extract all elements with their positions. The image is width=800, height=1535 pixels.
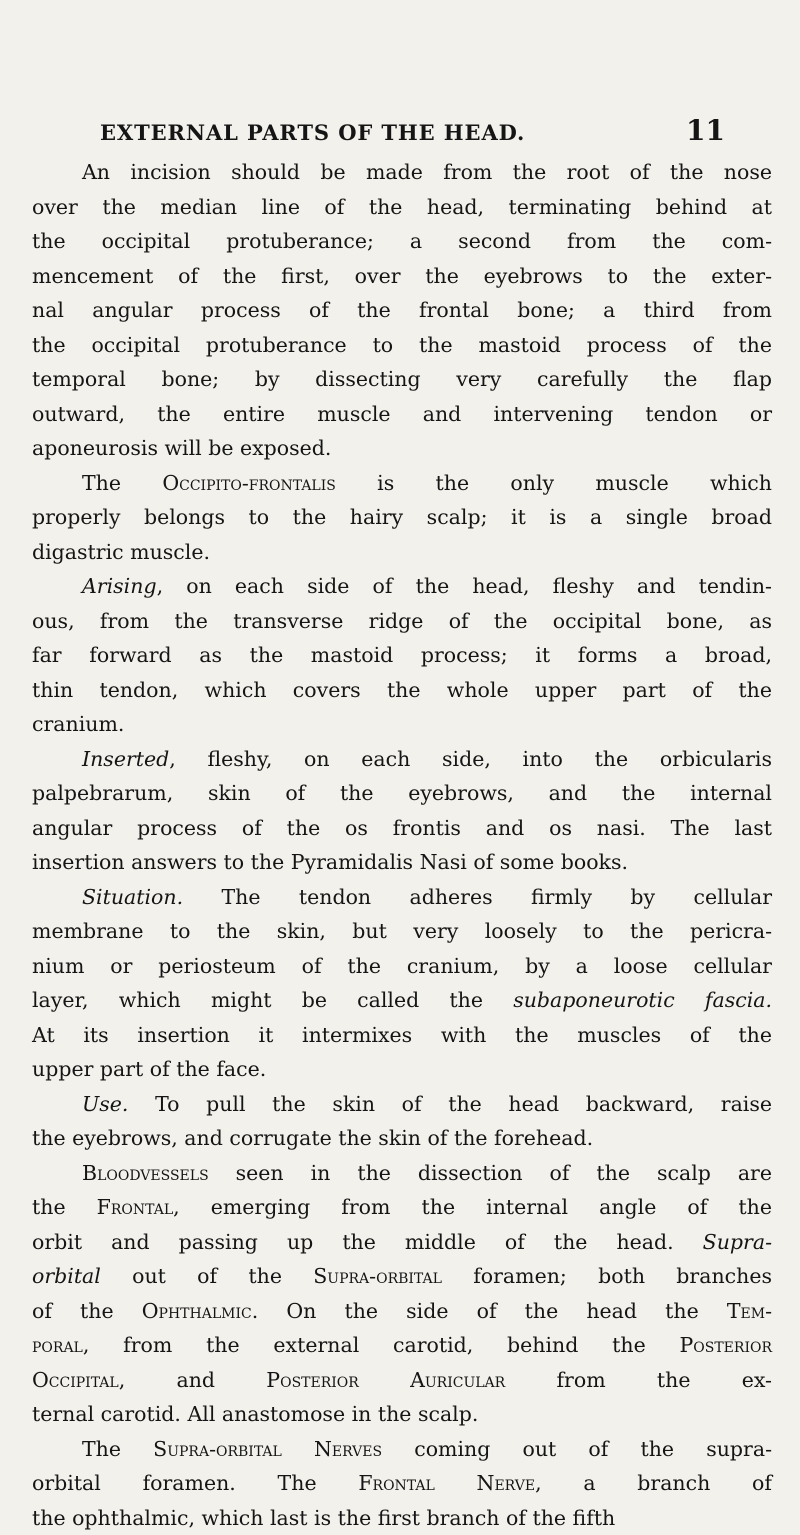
text-run: digastric muscle. (32, 540, 210, 564)
running-head: EXTERNAL PARTS OF THE HEAD. (100, 120, 525, 145)
text-run: the occipital protuberance; a second from the com- (32, 229, 772, 253)
italic-term: Situation. (82, 885, 183, 909)
text-run: seen in the dissection of the scalp are (209, 1161, 772, 1185)
small-caps-term: Posterior Auricular (266, 1368, 505, 1392)
text-line (32, 1190, 772, 1225)
text-run: The (82, 1437, 153, 1461)
text-line (32, 328, 772, 363)
small-caps-term: Occipito-frontalis (162, 471, 336, 495)
text-line (32, 880, 772, 915)
text-run: aponeurosis will be exposed. (32, 436, 331, 460)
text-line (32, 845, 772, 880)
text-line (32, 1156, 772, 1191)
text-line (32, 1294, 772, 1329)
text-run: upper part of the face. (32, 1057, 266, 1081)
text-run: temporal bone; by dissecting very carefully the flap (32, 367, 772, 391)
text-line (32, 397, 772, 432)
small-caps-term: Occipital (32, 1368, 119, 1392)
text-line (32, 1087, 772, 1122)
text-run: insertion answers to the Pyramidalis Nasi of some books. (32, 850, 628, 874)
text-run: mencement of the first, over the eyebrows to the exter- (32, 264, 772, 288)
text-run: over the median line of the head, terminating behind at (32, 195, 772, 219)
text-run: the eyebrows, and corrugate the skin of the forehead. (32, 1126, 593, 1150)
text-run: , a branch of (535, 1471, 772, 1495)
italic-term: Arising (82, 574, 157, 598)
text-run: far forward as the mastoid process; it forms a broad, (32, 643, 772, 667)
small-caps-term: Frontal Nerve (358, 1471, 535, 1495)
page-header (85, 110, 725, 160)
text-run: of the (32, 1299, 142, 1323)
text-line (32, 535, 772, 570)
text-line (32, 1052, 772, 1087)
text-run: An incision should be made from the root of the nose (82, 160, 772, 184)
text-run: thin tendon, which covers the whole upper part of the (32, 678, 772, 702)
text-run: angular process of the os frontis and os nasi. The last (32, 816, 772, 840)
text-line (32, 776, 772, 811)
text-line (32, 1225, 772, 1260)
small-caps-term: Tem- (727, 1299, 772, 1323)
body-text (32, 155, 772, 1535)
text-run: , and (119, 1368, 267, 1392)
text-line (32, 1501, 772, 1535)
text-run: , emerging from the internal angle of the (173, 1195, 772, 1219)
text-line (32, 500, 772, 535)
small-caps-term: poral (32, 1333, 83, 1357)
text-line (32, 604, 772, 639)
text-run: foramen; both branches (442, 1264, 772, 1288)
text-run: nal angular process of the frontal bone; a third from (32, 298, 772, 322)
text-line (32, 1466, 772, 1501)
text-run: The (82, 471, 162, 495)
text-run: from the ex- (505, 1368, 772, 1392)
italic-term: Inserted (82, 747, 169, 771)
text-run: ternal carotid. All anastomose in the scalp. (32, 1402, 478, 1426)
italic-term: orbital (32, 1264, 101, 1288)
text-run: out of the (101, 1264, 313, 1288)
text-line (32, 1363, 772, 1398)
text-line (32, 431, 772, 466)
text-run: the (32, 1195, 97, 1219)
text-line (32, 983, 772, 1018)
text-line (32, 673, 772, 708)
italic-term: subaponeurotic fascia. (513, 988, 772, 1012)
small-caps-term: Posterior (679, 1333, 772, 1357)
small-caps-term: Supra-orbital Nerves (153, 1437, 382, 1461)
text-run: , fleshy, on each side, into the orbicularis (169, 747, 772, 771)
text-line (32, 362, 772, 397)
text-line (32, 1121, 772, 1156)
text-line (32, 155, 772, 190)
text-line (32, 224, 772, 259)
text-line (32, 466, 772, 501)
text-run: orbit and passing up the middle of the head. (32, 1230, 703, 1254)
text-line (32, 569, 772, 604)
text-line (32, 259, 772, 294)
text-line (32, 742, 772, 777)
text-run: ous, from the transverse ridge of the occipital bone, as (32, 609, 772, 633)
text-line (32, 1018, 772, 1053)
text-run: the occipital protuberance to the mastoid process of the (32, 333, 772, 357)
text-run: coming out of the supra- (382, 1437, 772, 1461)
small-caps-term: Frontal (97, 1195, 173, 1219)
text-run: properly belongs to the hairy scalp; it is a single broad (32, 505, 772, 529)
text-line (32, 811, 772, 846)
text-line (32, 949, 772, 984)
text-run: , from the external carotid, behind the (83, 1333, 680, 1357)
text-line (32, 1397, 772, 1432)
text-run: At its insertion it intermixes with the muscles of the (32, 1023, 772, 1047)
text-run: the ophthalmic, which last is the first branch of the fifth (32, 1506, 615, 1530)
text-run: is the only muscle which (336, 471, 772, 495)
text-run: membrane to the skin, but very loosely to the pericra- (32, 919, 772, 943)
text-run: cranium. (32, 712, 124, 736)
text-run: outward, the entire muscle and intervening tendon or (32, 402, 772, 426)
small-caps-term: Ophthalmic (142, 1299, 252, 1323)
page-number: 11 (686, 114, 725, 147)
text-run: layer, which might be called the (32, 988, 513, 1012)
text-run: , on each side of the head, fleshy and tendin- (157, 574, 772, 598)
text-run: . On the side of the head the (252, 1299, 727, 1323)
text-run: orbital foramen. The (32, 1471, 358, 1495)
text-line (32, 1259, 772, 1294)
small-caps-term: Supra-orbital (313, 1264, 442, 1288)
italic-term: Use. (82, 1092, 128, 1116)
text-run: To pull the skin of the head backward, raise (128, 1092, 772, 1116)
italic-term: Supra- (703, 1230, 772, 1254)
small-caps-term: Bloodvessels (82, 1161, 209, 1185)
text-line (32, 638, 772, 673)
text-line (32, 293, 772, 328)
text-run: The tendon adheres firmly by cellular (183, 885, 772, 909)
text-line (32, 1432, 772, 1467)
text-run: palpebrarum, skin of the eyebrows, and the internal (32, 781, 772, 805)
text-line (32, 1328, 772, 1363)
text-run: nium or periosteum of the cranium, by a loose cellular (32, 954, 772, 978)
text-line (32, 190, 772, 225)
text-line (32, 914, 772, 949)
text-line (32, 707, 772, 742)
